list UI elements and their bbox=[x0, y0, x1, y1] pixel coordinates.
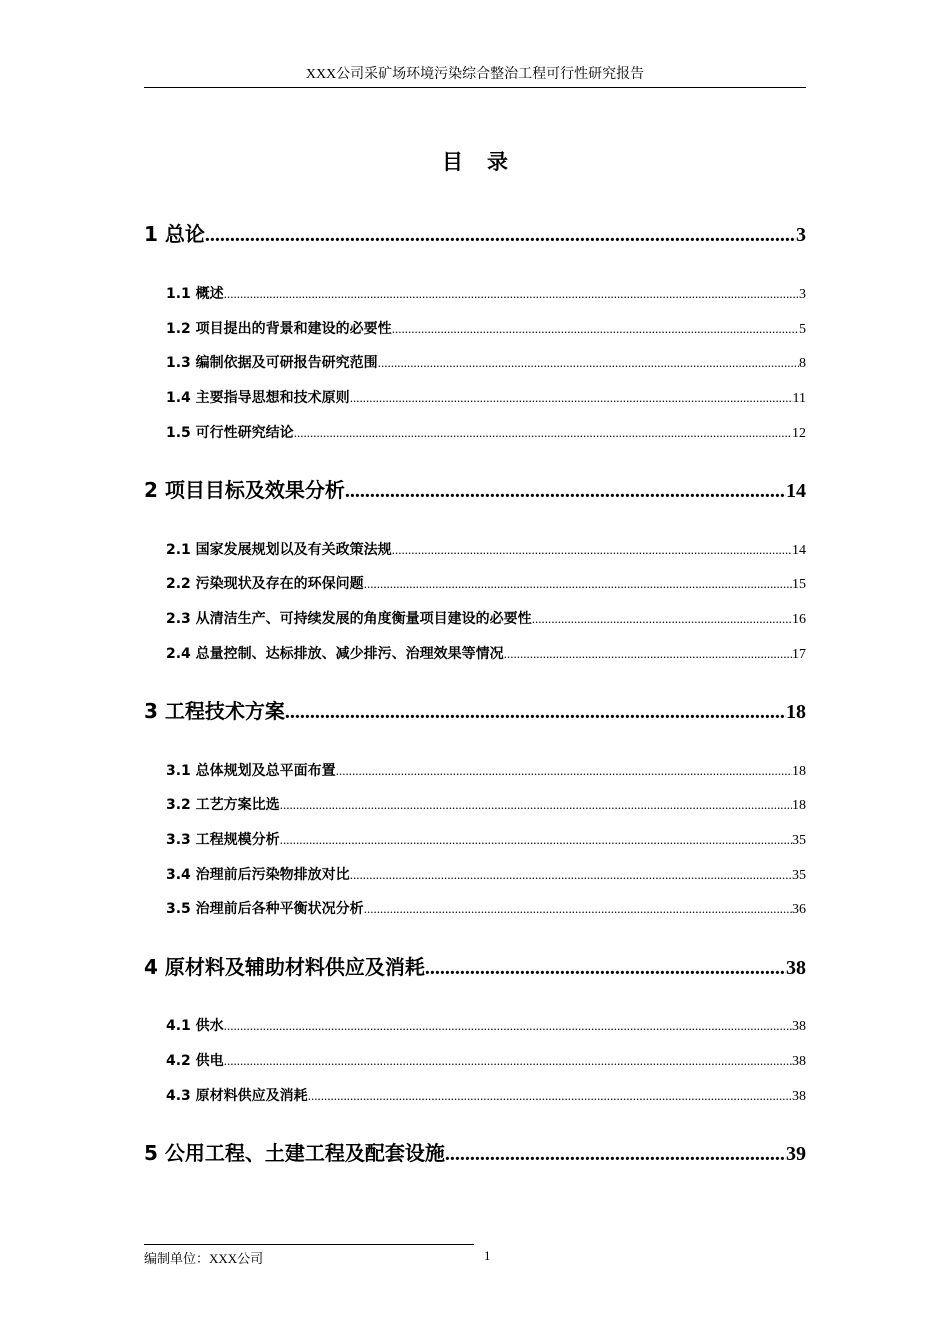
toc-entry-label: 3.1 总体规划及总平面布置 bbox=[166, 763, 336, 779]
toc-entry-3-3[interactable] bbox=[166, 829, 806, 849]
toc-entry-label: 5 公用工程、土建工程及配套设施 bbox=[144, 1141, 445, 1165]
toc-entry-1-5[interactable] bbox=[166, 422, 806, 442]
toc-entry-3-2[interactable] bbox=[166, 794, 806, 814]
dot-leader bbox=[294, 425, 792, 441]
toc-entry-label: 2.3 从清洁生产、可持续发展的角度衡量项目建设的必要性 bbox=[166, 611, 532, 627]
toc-entry-page: 35 bbox=[792, 868, 806, 883]
toc-entry-chapter-3[interactable] bbox=[144, 695, 806, 724]
dot-leader bbox=[280, 797, 792, 813]
toc-entry-3-4[interactable] bbox=[166, 864, 806, 884]
dot-leader bbox=[224, 1018, 792, 1034]
toc-entry-4-1[interactable] bbox=[166, 1015, 806, 1035]
toc-entry-1-4[interactable] bbox=[166, 387, 806, 407]
toc-entry-page: 11 bbox=[792, 391, 806, 406]
toc-entry-1-1[interactable] bbox=[166, 283, 806, 303]
toc-entry-2-2[interactable] bbox=[166, 573, 806, 593]
toc-entry-1-2[interactable] bbox=[166, 318, 806, 338]
toc-entry-1-3[interactable] bbox=[166, 352, 806, 372]
dot-leader bbox=[205, 224, 796, 247]
toc-entry-label: 1.3 编制依据及可研报告研究范围 bbox=[166, 355, 378, 371]
dot-leader bbox=[308, 1088, 792, 1104]
toc-entry-page: 15 bbox=[792, 577, 806, 592]
dot-leader bbox=[425, 957, 786, 980]
toc-entry-page: 38 bbox=[792, 1054, 806, 1069]
dot-leader bbox=[350, 390, 793, 406]
toc-entry-page: 14 bbox=[786, 480, 806, 502]
dot-leader bbox=[364, 901, 792, 917]
toc-entry-page: 18 bbox=[786, 701, 806, 723]
toc-entry-label: 4 原材料及辅助材料供应及消耗 bbox=[144, 955, 425, 979]
dot-leader bbox=[364, 576, 792, 592]
dot-leader bbox=[345, 480, 786, 503]
toc-entry-4-3[interactable] bbox=[166, 1085, 806, 1105]
toc-entry-label: 4.2 供电 bbox=[166, 1053, 224, 1069]
toc-entry-chapter-1[interactable] bbox=[144, 218, 806, 247]
dot-leader bbox=[378, 355, 799, 371]
dot-leader bbox=[392, 542, 792, 558]
dot-leader bbox=[445, 1143, 786, 1166]
toc-entry-page: 8 bbox=[799, 356, 806, 371]
toc-entry-label: 3.3 工程规模分析 bbox=[166, 832, 280, 848]
toc-entry-page: 39 bbox=[786, 1143, 806, 1165]
toc-entry-4-2[interactable] bbox=[166, 1050, 806, 1070]
toc-entry-page: 38 bbox=[792, 1089, 806, 1104]
toc-entry-page: 36 bbox=[792, 902, 806, 917]
footer-divider bbox=[144, 1244, 474, 1245]
toc-entry-label: 3 工程技术方案 bbox=[144, 699, 285, 723]
toc-entry-label: 4.3 原材料供应及消耗 bbox=[166, 1088, 308, 1104]
toc-entry-label: 1.5 可行性研究结论 bbox=[166, 425, 294, 441]
toc-entry-page: 16 bbox=[792, 612, 806, 627]
header-divider bbox=[144, 87, 806, 88]
toc-entry-label: 3.4 治理前后污染物排放对比 bbox=[166, 867, 350, 883]
dot-leader bbox=[224, 286, 799, 302]
dot-leader bbox=[350, 867, 792, 883]
toc-title: 目录 bbox=[442, 150, 532, 174]
toc-entry-page: 18 bbox=[792, 764, 806, 779]
toc-entry-page: 38 bbox=[786, 957, 806, 979]
toc-entry-page: 3 bbox=[799, 287, 806, 302]
toc-entry-chapter-2[interactable] bbox=[144, 474, 806, 503]
toc-entry-page: 18 bbox=[792, 798, 806, 813]
toc-entry-label: 2.4 总量控制、达标排放、减少排污、治理效果等情况 bbox=[166, 646, 504, 662]
toc-entry-chapter-4[interactable] bbox=[144, 951, 806, 980]
dot-leader bbox=[224, 1053, 792, 1069]
toc-entry-label: 3.5 治理前后各种平衡状况分析 bbox=[166, 901, 364, 917]
toc-entry-label: 1.4 主要指导思想和技术原则 bbox=[166, 390, 350, 406]
dot-leader bbox=[280, 832, 792, 848]
toc-entry-2-4[interactable] bbox=[166, 643, 806, 663]
toc-entry-label: 2 项目目标及效果分析 bbox=[144, 478, 345, 502]
toc-entry-page: 35 bbox=[792, 833, 806, 848]
dot-leader bbox=[504, 646, 792, 662]
toc-entry-3-1[interactable] bbox=[166, 760, 806, 780]
dot-leader bbox=[532, 611, 792, 627]
toc-entry-label: 4.1 供水 bbox=[166, 1018, 224, 1034]
toc-entry-chapter-5[interactable] bbox=[144, 1137, 806, 1166]
toc-entry-page: 12 bbox=[792, 426, 806, 441]
toc-entry-label: 1 总论 bbox=[144, 222, 205, 246]
footer-page-number: 1 bbox=[484, 1248, 491, 1263]
toc-entry-label: 2.1 国家发展规划以及有关政策法规 bbox=[166, 542, 392, 558]
toc-entry-label: 3.2 工艺方案比选 bbox=[166, 797, 280, 813]
running-header: XXX公司采矿场环境污染综合整治工程可行性研究报告 bbox=[305, 67, 645, 82]
toc-entry-label: 1.2 项目提出的背景和建设的必要性 bbox=[166, 321, 392, 337]
toc-entry-label: 1.1 概述 bbox=[166, 286, 224, 302]
footer-compiling-unit: 编制单位：XXX公司 bbox=[144, 1251, 264, 1266]
toc-entry-2-1[interactable] bbox=[166, 539, 806, 559]
toc-entry-2-3[interactable] bbox=[166, 608, 806, 628]
toc-entry-page: 14 bbox=[792, 543, 806, 558]
toc-entry-3-5[interactable] bbox=[166, 898, 806, 918]
dot-leader bbox=[392, 321, 799, 337]
toc-entry-page: 38 bbox=[792, 1019, 806, 1034]
toc-entry-page: 17 bbox=[792, 647, 806, 662]
toc-entry-page: 3 bbox=[796, 224, 806, 246]
dot-leader bbox=[336, 763, 792, 779]
toc-entry-label: 2.2 污染现状及存在的环保问题 bbox=[166, 576, 364, 592]
toc-entry-page: 5 bbox=[799, 322, 806, 337]
dot-leader bbox=[285, 701, 786, 724]
